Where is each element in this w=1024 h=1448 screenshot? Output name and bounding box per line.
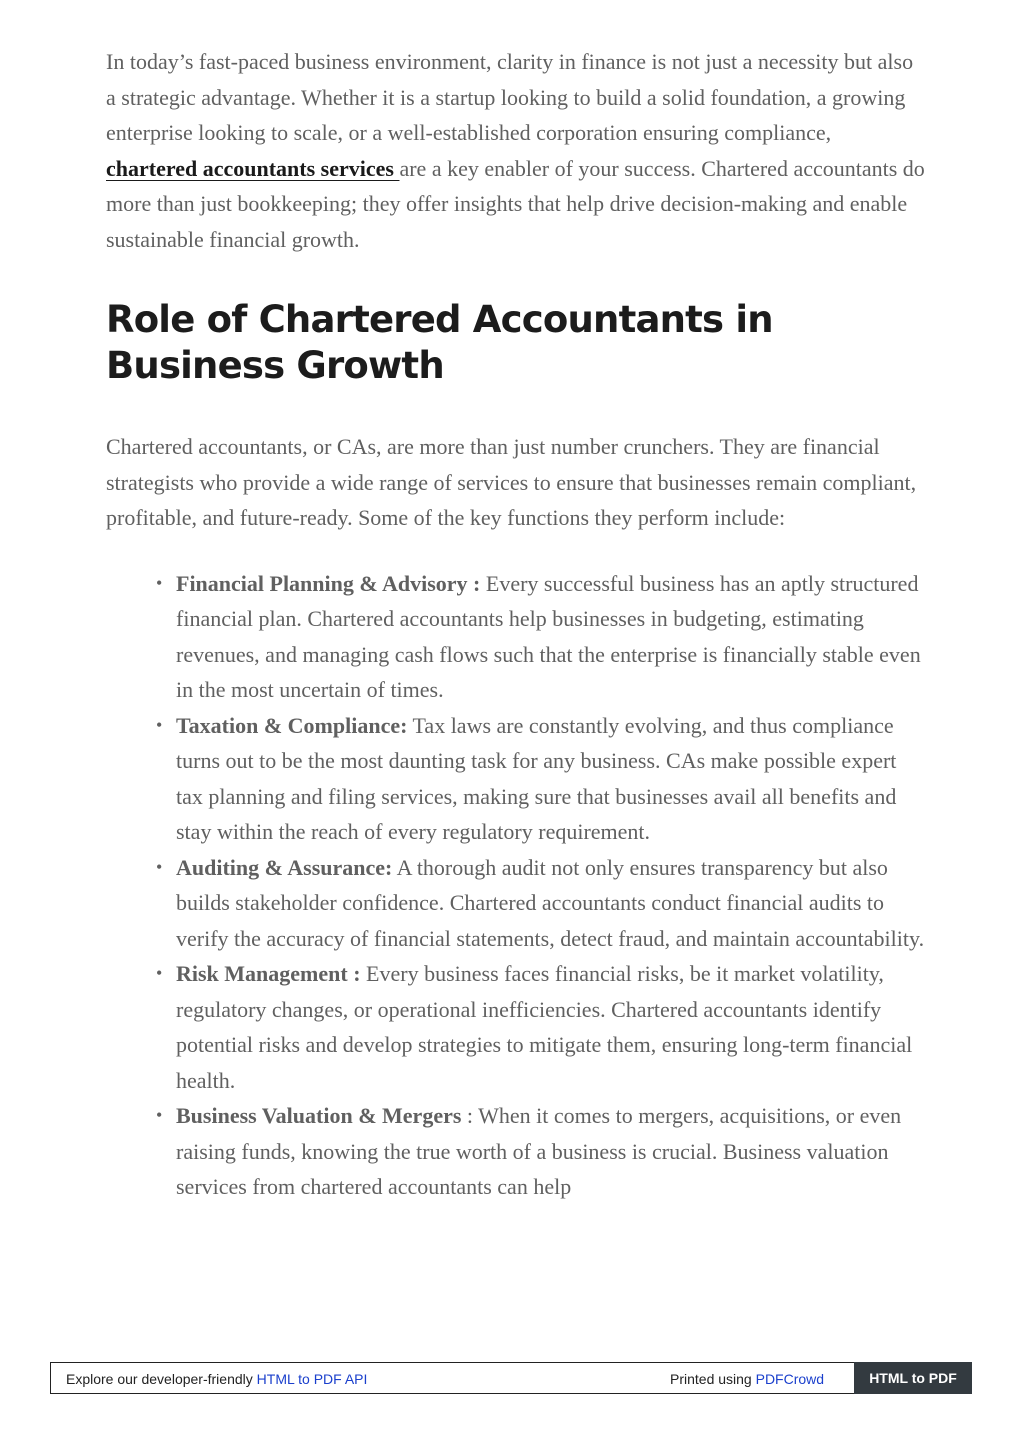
- item-term: Financial Planning & Advisory :: [176, 570, 481, 596]
- footer-printed: [670, 1371, 824, 1387]
- intro-text-before: In today’s fast-paced business environment, clarity in finance is not just a necessity but also a strategic advantage. Whether it is a startup looking to build a solid foundation, a growing enterprise looking to scale, or a well-established corporation ensuring compliance,: [106, 49, 914, 145]
- pdf-footer-bar: [50, 1362, 972, 1394]
- intro-paragraph: [106, 44, 926, 257]
- chartered-accountants-services-link[interactable]: chartered accountants services: [106, 155, 400, 181]
- footer-explore-text: Explore our developer-friendly: [66, 1371, 257, 1387]
- pdfcrowd-link[interactable]: PDFCrowd: [755, 1371, 825, 1387]
- html-to-pdf-badge-button[interactable]: HTML to PDF: [854, 1362, 972, 1394]
- item-text: Every successful business has an aptly structured financial plan. Chartered accountants help businesses in budgeting, estimating revenues, and managing cash flows such that the enterprise is financially stable even in the most uncertain of times.: [176, 570, 921, 702]
- lead-paragraph: Chartered accountants, or CAs, are more than just number crunchers. They are financial strategists who provide a wide range of services to ensure that businesses remain compliant, profitable, and future-ready. Some of the key functions they perform include:: [106, 434, 917, 530]
- list-item: [156, 850, 926, 957]
- functions-list: [106, 566, 926, 1205]
- bullet-icon: •: [156, 963, 163, 983]
- section-heading: Role of Chartered Accountants in Business Growth: [106, 298, 773, 387]
- bullet-icon: •: [156, 856, 163, 877]
- article: [106, 44, 926, 1205]
- item-text: : When it comes to mergers, acquisitions, or even raising funds, knowing the true worth of a business is crucial. Business valuation services from chartered accountants can help: [176, 1103, 902, 1199]
- item-text: Tax laws are constantly evolving, and thus compliance turns out to be the most daunting task for any business. CAs make possible expert tax planning and filing services, making sure that businesses avail all benefits and stay within the reach of every regulatory requirement.: [176, 712, 897, 844]
- bullet-icon: •: [156, 572, 163, 593]
- intro-text-after: are a key enabler of your success. Chartered accountants do more than just bookkeeping; they offer insights that help drive decision-making and enable sustainable financial growth.: [106, 155, 925, 252]
- item-term: Taxation & Compliance:: [176, 712, 408, 738]
- item-text: Every business faces financial risks, be it market volatility, regulatory changes, or operational inefficiencies. Chartered accountants identify potential risks and develop strategies to mitigate them, ensuring long-term financial health.: [176, 961, 913, 1093]
- bullet-icon: •: [156, 714, 163, 735]
- list-item: [156, 956, 926, 1098]
- item-term: Business Valuation & Mergers: [176, 1103, 462, 1128]
- list-item: [156, 1098, 926, 1205]
- item-term: Risk Management :: [176, 961, 361, 986]
- item-term: Auditing & Assurance:: [176, 854, 393, 880]
- list-item: [156, 566, 926, 708]
- item-text: A thorough audit not only ensures transparency but also builds stakeholder confidence. Chartered accountants conduct financial audits to verify the accuracy of financial statements, detect fraud, and maintain accountability.: [176, 854, 925, 951]
- html-to-pdf-api-link[interactable]: HTML to PDF API: [256, 1371, 368, 1387]
- footer-explore: [66, 1371, 367, 1387]
- list-item: [156, 708, 926, 850]
- footer-printed-text: Printed using: [670, 1371, 756, 1387]
- bullet-icon: •: [156, 1105, 163, 1125]
